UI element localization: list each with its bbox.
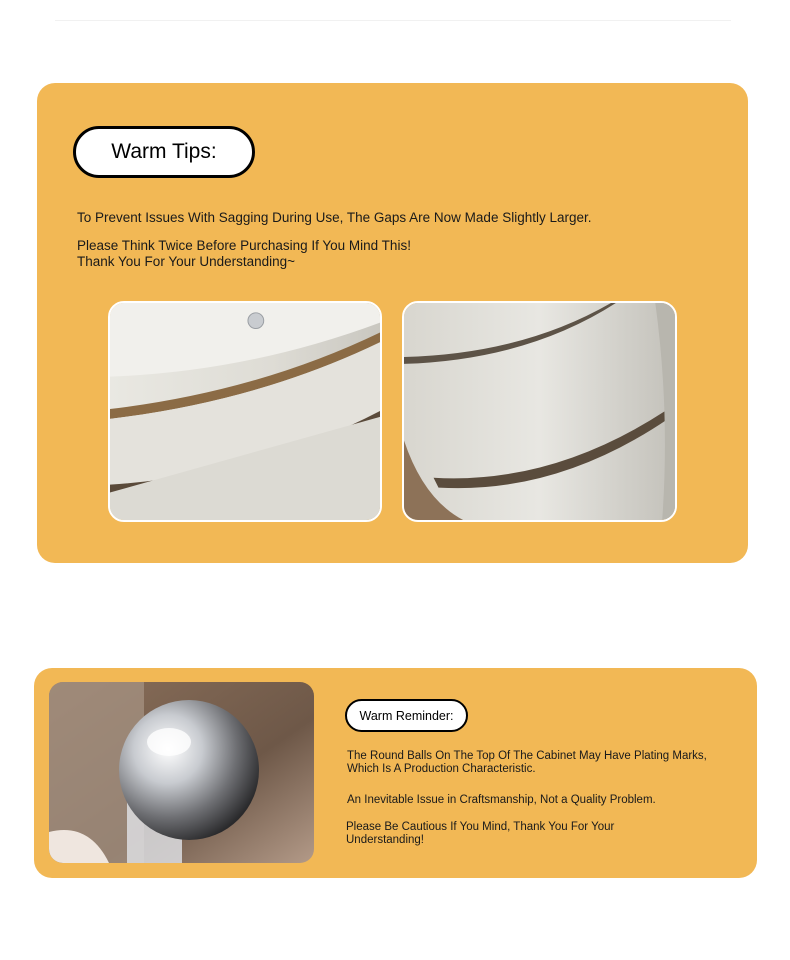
warm-reminder-line-3: Please Be Cautious If You Mind, Thank You For Your Understanding! [346,821,615,846]
cabinet-gap-closeup-photo [402,301,677,522]
cabinet-gap-photo [108,301,382,522]
warm-tips-panel [37,83,748,563]
warm-reminder-line-2: An Inevitable Issue in Craftsmanship, Not a Quality Problem. [347,794,656,806]
warm-reminder-line-1: The Round Balls On The Top Of The Cabinet May Have Plating Marks, Which Is A Production Characteristic. [347,750,707,775]
chrome-ball-knob-photo [49,682,314,863]
top-divider [55,20,731,21]
warm-tips-line-1: To Prevent Issues With Sagging During Use, The Gaps Are Now Made Slightly Larger. [77,210,592,225]
warm-reminder-heading: Warm Reminder: [345,699,468,732]
warm-reminder-panel [34,668,757,878]
warm-tips-heading: Warm Tips: [73,126,255,178]
warm-tips-line-2: Please Think Twice Before Purchasing If You Mind This! Thank You For Your Understanding~ [77,238,411,269]
